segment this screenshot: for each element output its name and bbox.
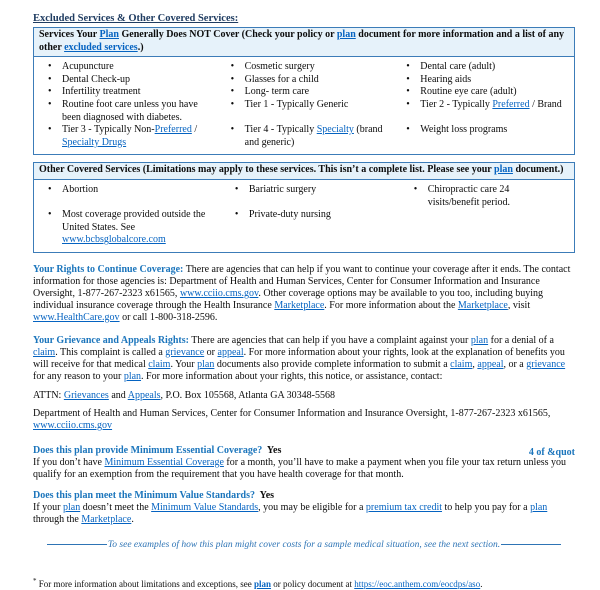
excluded-services-table	[33, 27, 575, 155]
minimum-value-standards-question	[33, 490, 575, 502]
text-run: Bariatric surgery	[248, 183, 317, 195]
inline-link[interactable]: Marketplace	[457, 299, 508, 311]
text-run: Routine eye care (adult)	[420, 86, 517, 98]
text-run: ATTN:	[33, 389, 64, 401]
text-run: .	[131, 513, 134, 525]
excluded-item	[34, 124, 217, 149]
excluded-item	[217, 74, 393, 87]
divider-line	[501, 544, 561, 545]
excluded-item	[34, 74, 217, 87]
text-run: There are agencies that can help if you want to continue your coverage after it ends. The contact information for those agencies is: Department of Health and Human Services, Center for Consumer Information and Insurance Oversight, 1-877-267-2323 x61565,	[33, 263, 571, 299]
inline-link[interactable]: plan	[63, 501, 81, 513]
inline-link[interactable]: claim	[148, 358, 171, 370]
text-run: Services Your	[39, 29, 100, 40]
inline-link[interactable]: Specialty	[316, 124, 354, 136]
inline-link[interactable]: Preferred	[492, 98, 530, 110]
text-run: or	[204, 346, 218, 358]
text-run: Private-duty nursing	[248, 209, 331, 221]
text-run: document for more information and a list of any other	[39, 29, 565, 53]
inline-link[interactable]: grievance	[165, 346, 205, 358]
section-divider	[47, 540, 561, 550]
text-run: , you may be eligible for a	[258, 501, 366, 513]
inline-link[interactable]: Marketplace	[274, 299, 325, 311]
text-run: .	[480, 578, 483, 589]
inline-link[interactable]: plan	[530, 501, 548, 513]
text-run: Hearing aids	[420, 73, 472, 85]
inline-link[interactable]: Preferred	[154, 124, 192, 136]
excluded-services-table-body	[34, 57, 574, 154]
text-run: Cosmetic surgery	[244, 61, 315, 73]
inline-link[interactable]: grievance	[526, 358, 566, 370]
text-run: Department of Health and Human Services, Center for Consumer Information and Insurance Oversight, 1-877-267-2323 x61565,	[33, 407, 551, 419]
text-run: Tier 4 - Typically	[244, 124, 317, 136]
text-run: Your Grievance and Appeals Rights:	[33, 334, 189, 346]
text-run: If you don’t have	[33, 456, 105, 468]
text-run: Your Rights to Continue Coverage:	[33, 263, 184, 275]
inline-link[interactable]: plan	[197, 358, 215, 370]
text-run: / Brand	[529, 98, 562, 110]
inline-link[interactable]: excluded services	[64, 41, 138, 53]
excluded-item	[392, 99, 568, 124]
text-run: ,	[472, 358, 478, 370]
excluded-item	[34, 61, 217, 74]
text-run: Glasses for a child	[244, 73, 319, 85]
covered-item	[34, 209, 221, 247]
inline-link[interactable]: Minimum Value Standards	[151, 501, 259, 513]
text-run: . For more information about your rights, look at the explanation of benefits you will receive for that medical	[33, 346, 565, 370]
inline-link[interactable]: plan	[494, 164, 513, 176]
text-run: There are agencies that can help if you have a complaint against your	[188, 334, 471, 346]
text-run: . This complaint is called a	[55, 346, 166, 358]
text-run: , visit	[507, 299, 531, 311]
excluded-item	[217, 86, 393, 99]
excluded-item	[392, 61, 568, 74]
divider-text: To see examples of how this plan might cover costs for a sample medical situation, see the next section.	[107, 539, 501, 550]
other-covered-services-table	[33, 162, 575, 253]
text-run: , P.O. Box 105568, Atlanta GA 30348-5568	[160, 389, 335, 401]
attn-address-line	[33, 390, 575, 402]
text-run: documents also provide complete information to submit a	[214, 358, 451, 370]
other-covered-services-table-body	[34, 180, 574, 252]
excluded-services-table-header	[34, 28, 574, 57]
text-run: Tier 1 - Typically Generic	[244, 98, 349, 110]
page-number: 4 of &quot	[528, 447, 575, 458]
other-covered-services-table-header	[34, 163, 574, 180]
inline-link[interactable]: plan	[253, 578, 271, 589]
minimum-value-standards-answer	[33, 502, 575, 526]
inline-link[interactable]: claim	[33, 346, 56, 358]
text-run: Does this plan meet the Minimum Value Standards?	[33, 489, 255, 501]
text-run: Abortion	[62, 183, 99, 195]
inline-link[interactable]: claim	[450, 358, 473, 370]
text-run: for any reason to your	[33, 370, 124, 382]
text-run: Infertility treatment	[62, 86, 141, 98]
inline-link[interactable]: www.bcbsglobalcore.com	[62, 234, 166, 246]
excluded-item	[217, 124, 393, 149]
minimum-essential-coverage-answer	[33, 457, 575, 481]
text-run: Dental Check-up	[62, 73, 131, 85]
text-run: or call 1-800-318-2596.	[119, 311, 218, 323]
page-title: Excluded Services & Other Covered Services:	[33, 13, 239, 24]
inline-link[interactable]: www.HealthCare.gov	[33, 311, 120, 323]
inline-link[interactable]: plan	[470, 334, 489, 346]
text-run: through the	[33, 513, 82, 525]
inline-link[interactable]: https://eoc.anthem.com/eocdps/aso	[354, 578, 481, 589]
text-run: Generally Does NOT Cover (Check your policy or	[119, 29, 337, 40]
excluded-item	[392, 74, 568, 87]
excluded-item	[217, 99, 393, 124]
text-run: Routine foot care unless you have been diagnosed with diabetes.	[62, 98, 198, 123]
inline-link[interactable]: plan	[336, 29, 356, 40]
text-run: Dental care (adult)	[420, 61, 496, 73]
text-run: . Your	[170, 358, 198, 370]
text-run: For more information about limitations and exceptions, see	[36, 578, 254, 589]
text-run: Acupuncture	[62, 61, 114, 73]
text-run: Does this plan provide Minimum Essential Coverage?	[33, 444, 263, 456]
covered-item	[400, 184, 568, 209]
inline-link[interactable]: Appeals	[127, 389, 161, 401]
text-run: *	[33, 576, 37, 585]
text-run: Chiropractic care 24 visits/benefit period.	[427, 183, 510, 208]
inline-link[interactable]: Plan	[99, 29, 119, 40]
text-run: Long- term care	[244, 86, 310, 98]
text-run: Yes	[262, 444, 282, 456]
text-run: Tier 3 - Typically Non-	[62, 124, 155, 136]
covered-item	[221, 184, 400, 209]
excluded-item	[392, 86, 568, 99]
inline-link[interactable]: plan	[123, 370, 142, 382]
limitations-footnote	[33, 576, 575, 590]
divider-line	[47, 544, 107, 545]
covered-item-empty	[400, 209, 568, 247]
text-run: for a month, you’ll have to make a payment when you file your tax return unless you qualify for an exemption from the requirement that you have health coverage for that month.	[33, 456, 567, 480]
inline-link[interactable]: www.cciio.cms.gov	[179, 287, 259, 299]
text-run: doesn’t meet the	[80, 501, 152, 513]
text-run: Most coverage provided outside the United States. See	[62, 209, 206, 233]
excluded-item	[392, 124, 568, 149]
text-run: . Other coverage options may be available to you too, including buying individual insurance coverage through the Health Insurance	[33, 287, 544, 311]
minimum-essential-coverage-question	[33, 445, 575, 457]
text-run: document.)	[512, 164, 564, 176]
continue-coverage-paragraph	[33, 264, 575, 324]
inline-link[interactable]: premium tax credit	[365, 501, 443, 513]
inline-link[interactable]: Minimum Essential Coverage	[104, 456, 224, 468]
text-run: If your	[33, 501, 63, 513]
covered-item	[34, 184, 221, 209]
text-run: Weight loss programs	[420, 124, 508, 136]
text-run: , or a	[503, 358, 527, 370]
text-run: Yes	[254, 489, 275, 501]
inline-link[interactable]: Marketplace	[81, 513, 132, 525]
text-run: /	[191, 124, 198, 136]
text-run: and	[108, 389, 128, 401]
covered-item	[221, 209, 400, 247]
inline-link[interactable]: appeal	[217, 346, 244, 358]
excluded-item	[217, 61, 393, 74]
text-run: to help you pay for a	[442, 501, 531, 513]
text-run: Tier 2 - Typically	[420, 98, 493, 110]
text-run: for a denial of a	[488, 334, 554, 346]
text-run: . For more information about your rights, this notice, or assistance, contact:	[141, 370, 443, 382]
excluded-item	[34, 99, 217, 124]
excluded-item	[34, 86, 217, 99]
text-run: (brand and generic)	[244, 124, 383, 148]
inline-link[interactable]: Specialty Drugs	[62, 136, 127, 148]
text-run: .)	[137, 41, 144, 53]
grievance-appeals-paragraph	[33, 335, 575, 383]
text-run: . For more information about the	[324, 299, 458, 311]
inline-link[interactable]: Grievances	[63, 389, 109, 401]
text-run: or policy document at	[270, 578, 355, 589]
text-run: Other Covered Services (Limitations may apply to these services. This isn’t a complete list. Please see your	[39, 164, 495, 176]
hhs-contact-line	[33, 408, 575, 432]
inline-link[interactable]: www.cciio.cms.gov	[33, 419, 113, 431]
inline-link[interactable]: appeal	[477, 358, 504, 370]
